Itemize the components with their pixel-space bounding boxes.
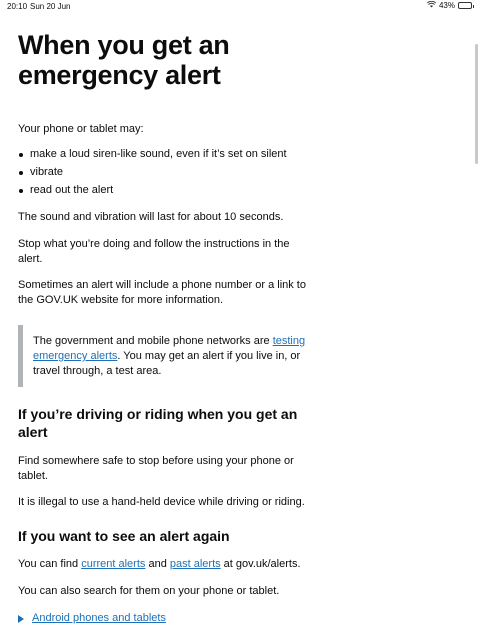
text-span: at gov.uk/alerts. bbox=[220, 558, 301, 570]
inset-before: The government and mobile phone networks are bbox=[33, 335, 273, 347]
current-alerts-link[interactable]: current alerts bbox=[81, 558, 146, 570]
intro-text: Your phone or tablet may: bbox=[18, 123, 144, 135]
battery-icon bbox=[458, 2, 472, 9]
see-again-text-1 bbox=[18, 557, 308, 572]
driving-text-1: Find somewhere safe to stop before using your phone or tablet. bbox=[18, 455, 294, 482]
status-time: 20:10 bbox=[7, 2, 28, 11]
inset-text bbox=[18, 325, 308, 387]
scrollbar[interactable] bbox=[475, 44, 478, 164]
bullet-list bbox=[18, 147, 287, 201]
status-bar bbox=[0, 0, 480, 14]
android-details-toggle[interactable] bbox=[18, 611, 166, 626]
past-alerts-link[interactable]: past alerts bbox=[169, 558, 221, 570]
android-details-label[interactable]: Android phones and tablets bbox=[32, 612, 166, 624]
battery-percent: 43% bbox=[438, 1, 455, 10]
triangle-right-icon bbox=[18, 615, 24, 623]
text-span: and bbox=[145, 558, 170, 570]
sometimes-text: Sometimes an alert will include a phone number or a link to the GOV.UK website for more information. bbox=[18, 279, 306, 306]
inset-after: . You may get an alert if you live in, or travel through, a test area. bbox=[33, 350, 301, 377]
duration-text: The sound and vibration will last for about 10 seconds. bbox=[18, 211, 284, 223]
testing-alerts-link[interactable]: testing emergency alerts bbox=[33, 335, 306, 362]
status-date: Sun 20 Jun bbox=[30, 2, 71, 11]
status-right bbox=[427, 1, 472, 10]
see-again-heading: If you want to see an alert again bbox=[18, 528, 230, 544]
driving-heading: If you’re driving or riding when you get an alert bbox=[18, 406, 298, 440]
page-title: When you get an emergency alert bbox=[18, 30, 230, 90]
list-item: read out the alert bbox=[18, 183, 287, 201]
wifi-icon bbox=[427, 1, 436, 10]
see-again-text-2: You can also search for them on your phone or tablet. bbox=[18, 585, 280, 597]
driving-text-2: It is illegal to use a hand-held device while driving or riding. bbox=[18, 496, 305, 508]
text-span: You can find bbox=[18, 558, 82, 570]
list-item: vibrate bbox=[18, 165, 287, 183]
list-item: make a loud siren-like sound, even if it’s set on silent bbox=[18, 147, 287, 165]
stop-text: Stop what you’re doing and follow the instructions in the alert. bbox=[18, 238, 290, 265]
